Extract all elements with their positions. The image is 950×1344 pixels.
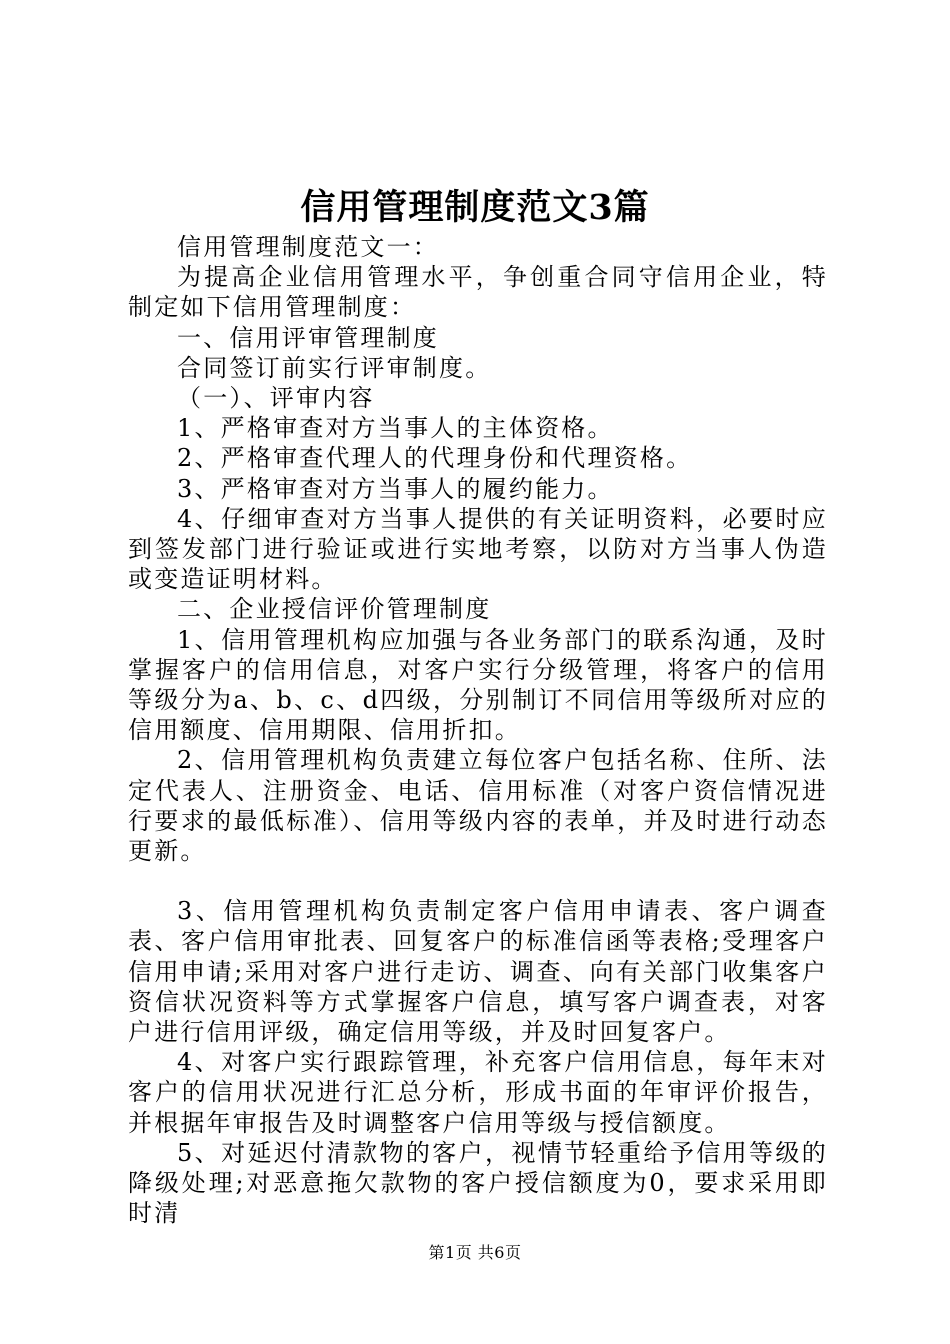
- list-item: 3、信用管理机构负责制定客户信用申请表、客户调查表、客户信用审批表、回复客户的标准信函等表格;受理客户信用申请;采用对客户进行走访、调查、向有关部门收集客户资信状况资料等方式掌握客户信息，填写客户调查表，对客户进行信用评级，确定信用等级，并及时回复客户。: [128, 897, 828, 1047]
- list-item: 2、信用管理机构负责建立每位客户包括名称、住所、法定代表人、注册资金、电话、信用标准（对客户资信情况进行要求的最低标准）、信用等级内容的表单，并及时进行动态更新。: [128, 746, 828, 866]
- document-title: 信用管理制度范文3篇: [300, 187, 650, 228]
- list-item: 4、对客户实行跟踪管理，补充客户信用信息，每年末对客户的信用状况进行汇总分析，形成书面的年审评价报告，并根据年审报告及时调整客户信用等级与授信额度。: [128, 1048, 828, 1137]
- section-heading: 二、企业授信评价管理制度: [177, 595, 492, 624]
- list-item: 1、信用管理机构应加强与各业务部门的联系沟通，及时掌握客户的信用信息，对客户实行分级管理，将客户的信用等级分为a、b、c、d四级，分别制订不同信用等级所对应的信用额度、信用期限、信用折扣。: [128, 625, 828, 745]
- list-item: 2、严格审查代理人的代理身份和代理资格。: [177, 444, 693, 473]
- paragraph: 合同签订前实行评审制度。: [177, 353, 492, 382]
- paragraph: 为提高企业信用管理水平，争创重合同守信用企业，特制定如下信用管理制度：: [128, 263, 828, 322]
- subsection-heading: （一）、评审内容: [177, 384, 375, 413]
- paragraph: 信用管理制度范文一：: [177, 233, 439, 261]
- page-number-footer: 第1页 共6页: [428, 1243, 522, 1262]
- list-item: 4、仔细审查对方当事人提供的有关证明资料，必要时应到签发部门进行验证或进行实地考察，以防对方当事人伪造或变造证明材料。: [128, 504, 828, 594]
- list-item: 1、严格审查对方当事人的主体资格。: [177, 414, 614, 443]
- section-heading: 一、信用评审管理制度: [177, 323, 439, 352]
- document-body: [128, 232, 828, 1229]
- list-item: 5、对延迟付清款物的客户，视情节轻重给予信用等级的降级处理;对恶意拖欠款物的客户授信额度为0，要求采用即时清: [128, 1138, 828, 1228]
- list-item: 3、严格审查对方当事人的履约能力。: [177, 474, 614, 503]
